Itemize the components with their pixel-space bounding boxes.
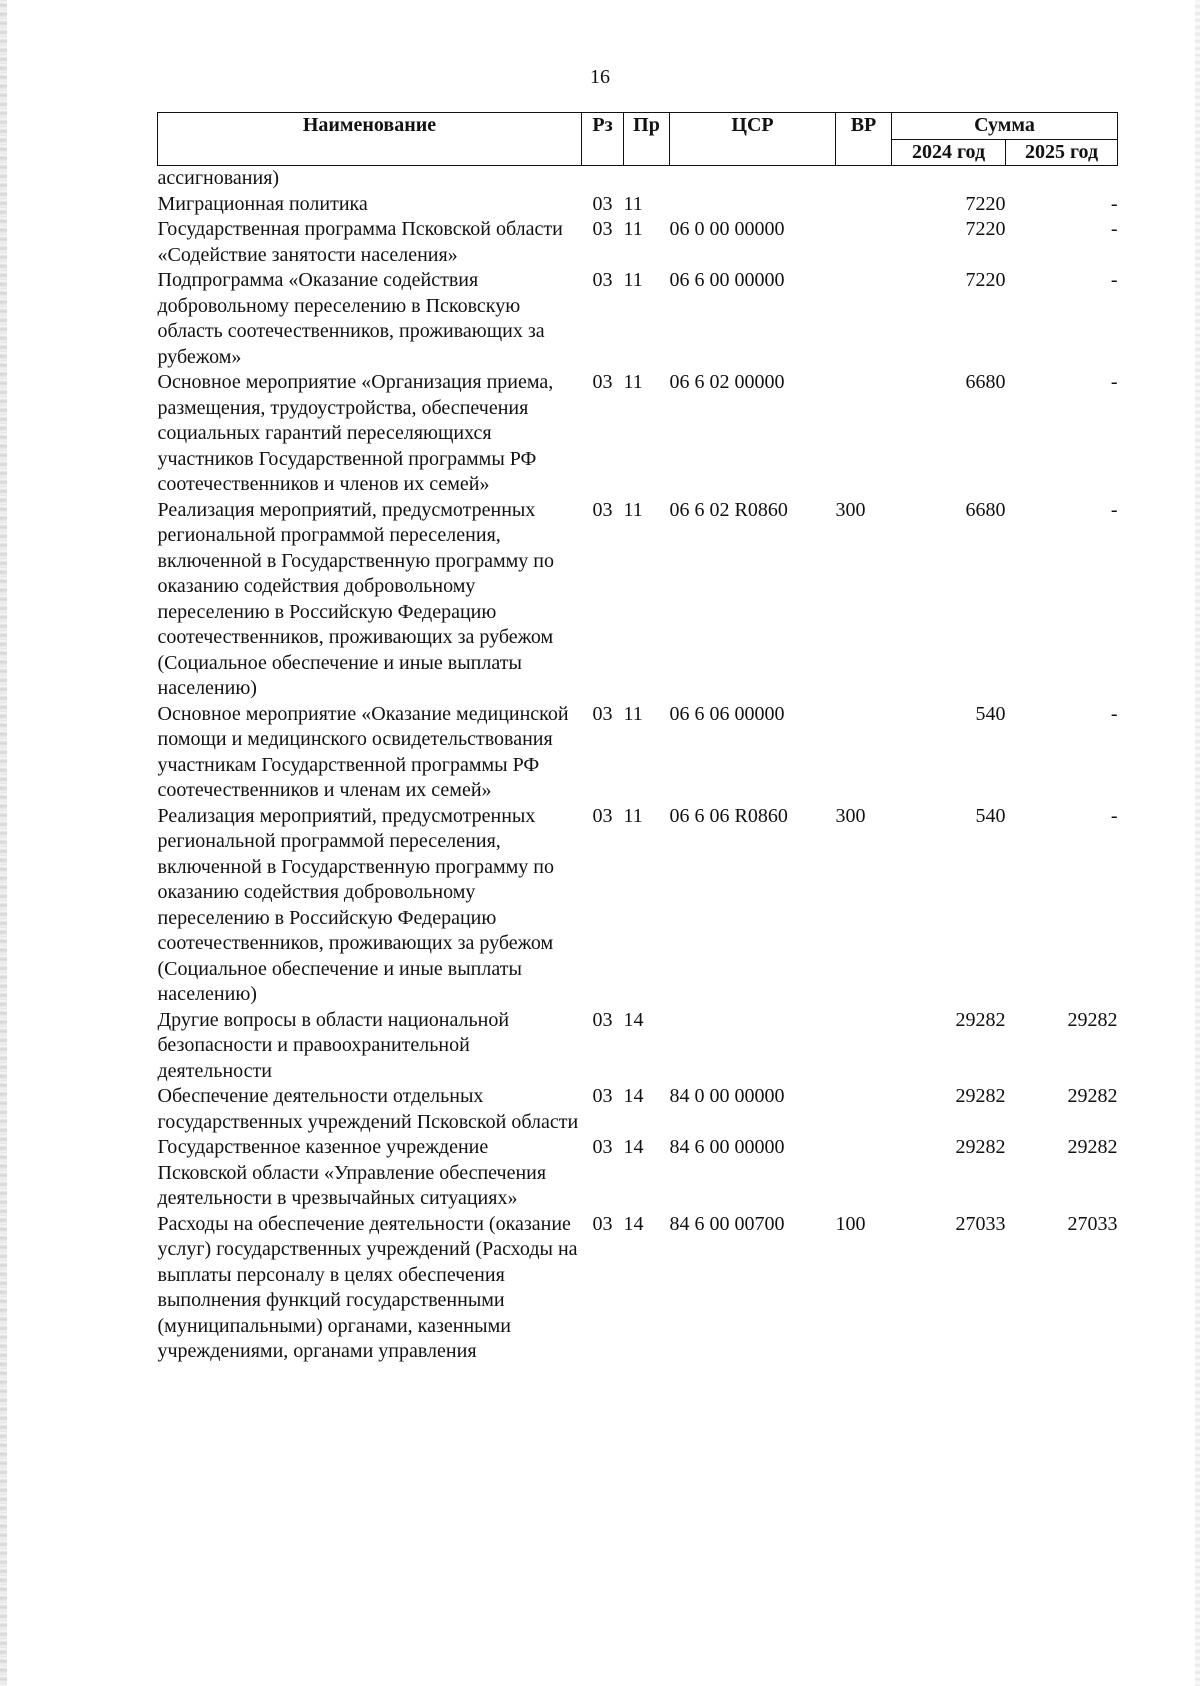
- cell-sum-2024: 29282: [955, 1008, 1006, 1031]
- cell-vr: [836, 1008, 892, 1085]
- cell-pr: 14: [623, 1212, 644, 1235]
- cell-rz: 03: [592, 1008, 613, 1031]
- cell-sum-2025: -: [1110, 702, 1118, 725]
- header-pr: Пр: [624, 113, 670, 166]
- cell-sum-2024: 6680: [965, 498, 1006, 521]
- cell-rz: [582, 166, 624, 192]
- header-csr: ЦСР: [670, 113, 836, 166]
- table-header: [158, 113, 1118, 166]
- header-vr: ВР: [836, 113, 892, 166]
- cell-sum-2024: 540: [975, 702, 1006, 725]
- cell-sum-2025: 27033: [1067, 1212, 1118, 1235]
- table-row: [158, 268, 1118, 370]
- cell-sum-2025: 29282: [1067, 1136, 1118, 1158]
- cell-sum-2024: [892, 166, 1006, 192]
- cell-pr: 14: [623, 1008, 644, 1031]
- budget-table: [157, 112, 1118, 1365]
- cell-vr: [836, 1084, 892, 1135]
- cell-rz: 03: [592, 1136, 613, 1158]
- table-row: [158, 1212, 1118, 1365]
- table-row: [158, 1084, 1118, 1135]
- cell-name: Миграционная политика: [157, 192, 368, 215]
- cell-vr: [836, 166, 892, 192]
- cell-pr: 14: [623, 1136, 644, 1158]
- cell-vr: [836, 268, 892, 370]
- cell-sum-2025: -: [1110, 804, 1118, 827]
- cell-rz: 03: [592, 269, 613, 291]
- cell-pr: 11: [623, 269, 643, 291]
- cell-rz: 03: [592, 702, 613, 725]
- cell-csr: [670, 192, 836, 218]
- cell-name: Государственная программа Псковской области «Содействие занятости населения»: [157, 218, 563, 266]
- table-row: [158, 1135, 1118, 1212]
- cell-csr: [670, 166, 836, 192]
- cell-vr: 300: [835, 498, 866, 521]
- header-year-2024: 2024 год: [892, 139, 1006, 166]
- cell-pr: 11: [623, 218, 643, 240]
- cell-rz: 03: [592, 218, 613, 240]
- cell-pr: 11: [623, 702, 643, 725]
- cell-vr: [836, 192, 892, 218]
- cell-csr: 06 6 00 00000: [669, 269, 785, 291]
- cell-pr: 11: [623, 192, 643, 215]
- cell-pr: 11: [623, 498, 643, 521]
- cell-sum-2025: -: [1110, 371, 1118, 393]
- cell-sum-2025: -: [1110, 498, 1118, 521]
- table-row: [158, 370, 1118, 498]
- cell-sum-2025: 29282: [1067, 1085, 1118, 1107]
- cell-sum-2024: 6680: [965, 371, 1006, 393]
- cell-rz: 03: [592, 371, 613, 393]
- cell-vr: [836, 370, 892, 498]
- cell-pr: 14: [623, 1085, 644, 1107]
- cell-name: Основное мероприятие «Оказание медицинской помощи и медицинского освидетельствования участникам Государственной программы РФ соотечественников и членам их семей»: [157, 702, 569, 801]
- cell-sum-2024: 7220: [965, 218, 1006, 240]
- header-sum: Сумма: [892, 113, 1118, 140]
- cell-name: Другие вопросы в области национальной безопасности и правоохранительной деятельности: [157, 1008, 510, 1082]
- cell-sum-2024: 7220: [965, 192, 1006, 215]
- scan-edge-left: [0, 0, 7, 1686]
- cell-name: Государственное казенное учреждение Псковской области «Управление обеспечения деятельности в чрезвычайных ситуациях»: [157, 1136, 547, 1209]
- table-body: [158, 166, 1118, 1365]
- cell-sum-2025: [1006, 166, 1118, 192]
- cell-rz: 03: [592, 192, 613, 215]
- cell-sum-2025: 29282: [1067, 1008, 1118, 1031]
- cell-rz: 03: [592, 804, 613, 827]
- table-row: [158, 217, 1118, 268]
- cell-pr: 11: [623, 804, 643, 827]
- cell-csr: [670, 1008, 836, 1085]
- table-row: [158, 498, 1118, 702]
- cell-name: Расходы на обеспечение деятельности (оказание услуг) государственных учреждений (Расходы на выплаты персоналу в целях обеспечения выполнения функций государственными (муниципальными) органами, казенными учреждениями, органами управления: [157, 1212, 578, 1362]
- cell-sum-2025: -: [1110, 192, 1118, 215]
- cell-vr: 100: [835, 1212, 866, 1235]
- cell-name: ассигнования): [157, 167, 280, 189]
- page-number: 16: [590, 66, 610, 88]
- cell-vr: [836, 702, 892, 804]
- table-row: [158, 192, 1118, 218]
- cell-csr: 06 0 00 00000: [669, 218, 785, 240]
- cell-vr: 300: [835, 804, 866, 827]
- cell-name: Основное мероприятие «Организация приема, размещения, трудоустройства, обеспечения социальных гарантий переселяющихся участников Государственной программы РФ соотечественников и членов их семей»: [157, 371, 554, 495]
- header-name: Наименование: [158, 113, 582, 166]
- table-row: [158, 166, 1118, 192]
- cell-vr: [836, 1135, 892, 1212]
- cell-csr: 06 6 02 00000: [669, 371, 785, 393]
- cell-csr: 84 0 00 00000: [669, 1085, 785, 1107]
- cell-pr: [624, 166, 670, 192]
- cell-sum-2024: 27033: [955, 1212, 1006, 1235]
- cell-name: Обеспечение деятельности отдельных государственных учреждений Псковской области: [157, 1085, 579, 1133]
- cell-sum-2024: 540: [975, 804, 1006, 827]
- cell-csr: 84 6 00 00700: [669, 1212, 785, 1235]
- cell-vr: [836, 217, 892, 268]
- table-row: [158, 804, 1118, 1008]
- cell-name: Реализация мероприятий, предусмотренных региональной программой переселения, включенной в Государственную программу по оказанию содействия добровольному переселению в Российскую Федерацию соотечественников, проживающих за рубежом (Социальное обеспечение и иные выплаты населению): [157, 498, 554, 699]
- cell-sum-2025: -: [1110, 269, 1118, 291]
- cell-sum-2024: 7220: [965, 269, 1006, 291]
- header-rz: Рз: [582, 113, 624, 166]
- cell-pr: 11: [623, 371, 643, 393]
- scan-edge-right: [1195, 0, 1200, 1686]
- cell-rz: 03: [592, 1212, 613, 1235]
- cell-rz: 03: [592, 498, 613, 521]
- cell-sum-2024: 29282: [955, 1136, 1006, 1158]
- cell-csr: 06 6 06 00000: [669, 702, 785, 725]
- table-row: [158, 702, 1118, 804]
- cell-name: Подпрограмма «Оказание содействия добровольному переселению в Псковскую область соотечественников, проживающих за рубежом»: [157, 269, 545, 368]
- cell-rz: 03: [592, 1085, 613, 1107]
- cell-csr: 06 6 02 R0860: [669, 498, 788, 521]
- cell-sum-2025: -: [1110, 218, 1118, 240]
- header-year-2025: 2025 год: [1006, 139, 1118, 166]
- cell-name: Реализация мероприятий, предусмотренных региональной программой переселения, включенной в Государственную программу по оказанию содействия добровольному переселению в Российскую Федерацию соотечественников, проживающих за рубежом (Социальное обеспечение и иные выплаты населению): [157, 804, 554, 1005]
- cell-sum-2024: 29282: [955, 1085, 1006, 1107]
- table-row: [158, 1008, 1118, 1085]
- cell-csr: 06 6 06 R0860: [669, 804, 788, 827]
- cell-csr: 84 6 00 00000: [669, 1136, 785, 1158]
